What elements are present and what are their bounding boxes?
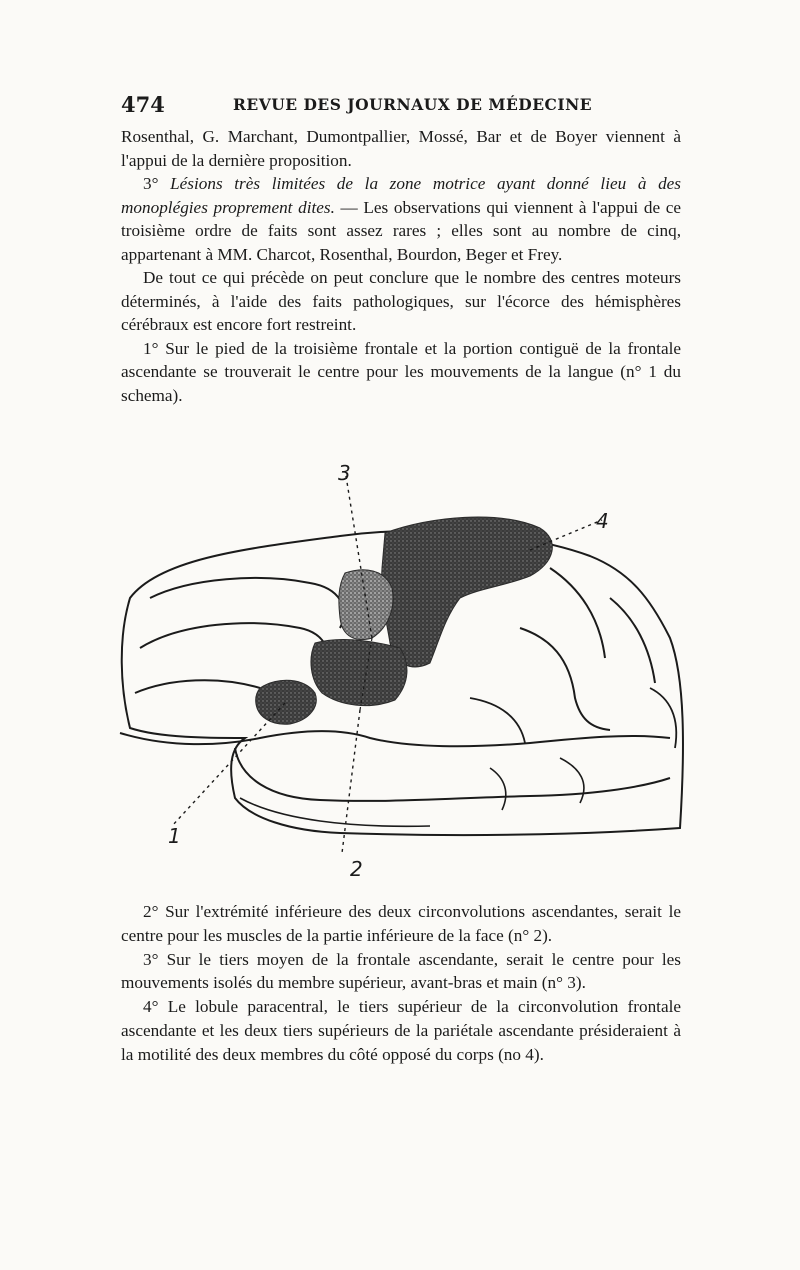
area-4 <box>382 517 553 667</box>
lower-text-block <box>121 900 681 1067</box>
paragraph-2-rest: — Les observations qui viennent à l'appui de ce troisième ordre de faits sont assez rares ; elles sont au nombre de cinq, appartenant à MM. Charcot, Rosenthal, Bourdon, Beger et Frey. <box>121 197 682 264</box>
area-1 <box>256 680 317 724</box>
paragraph-2 <box>121 172 681 266</box>
brain-schema-figure <box>110 448 690 888</box>
area-3 <box>339 570 393 640</box>
paragraph-1: Rosenthal, G. Marchant, Dumontpallier, Mossé, Bar et de Boyer viennent à l'appui de la dernière proposition. <box>121 127 681 170</box>
figure-label-1: 1 <box>168 824 181 848</box>
paragraph-6: 3° Sur le tiers moyen de la frontale ascendante, serait le centre pour les mouvements isolés du membre supérieur, avant-bras et main (n° 3). <box>121 949 681 993</box>
paragraph-7: 4° Le lobule paracentral, le tiers supérieur de la circonvolution frontale ascendante et les deux tiers supérieurs de la pariétale ascendante présideraient à la motilité des deux membres du côté opposé du corps (no 4). <box>121 997 681 1064</box>
area-2 <box>311 639 407 705</box>
page-number: 474 <box>121 92 165 117</box>
brain-schema-svg <box>110 448 690 888</box>
paragraph-4: 1° Sur le pied de la troisième frontale et la portion contiguë de la frontale ascendante se trouverait le centre pour les mouvements de la langue (n° 1 du schema). <box>121 338 681 405</box>
paragraph-5: 2° Sur l'extrémité inférieure des deux circonvolutions ascendantes, serait le centre pour les muscles de la partie inférieure de la face (n° 2). <box>121 902 681 945</box>
page-header <box>121 92 681 118</box>
figure-label-4: 4 <box>596 509 609 533</box>
figure-label-2: 2 <box>350 857 363 881</box>
paragraph-2-italic: Lésions très limitées de la zone motrice ayant donné lieu à des monoplégies proprement dites. <box>121 174 681 217</box>
running-head: REVUE DES JOURNAUX DE MÉDECINE <box>233 95 593 114</box>
paragraph-3: De tout ce qui précède on peut conclure que le nombre des centres moteurs déterminés, à l'aide des faits pathologiques, sur l'écorce des hémisphères cérébraux est encore fort restreint. <box>121 268 681 334</box>
paragraph-2-number: 3° <box>143 174 159 193</box>
upper-text-block <box>121 125 681 407</box>
figure-label-3: 3 <box>338 461 351 485</box>
